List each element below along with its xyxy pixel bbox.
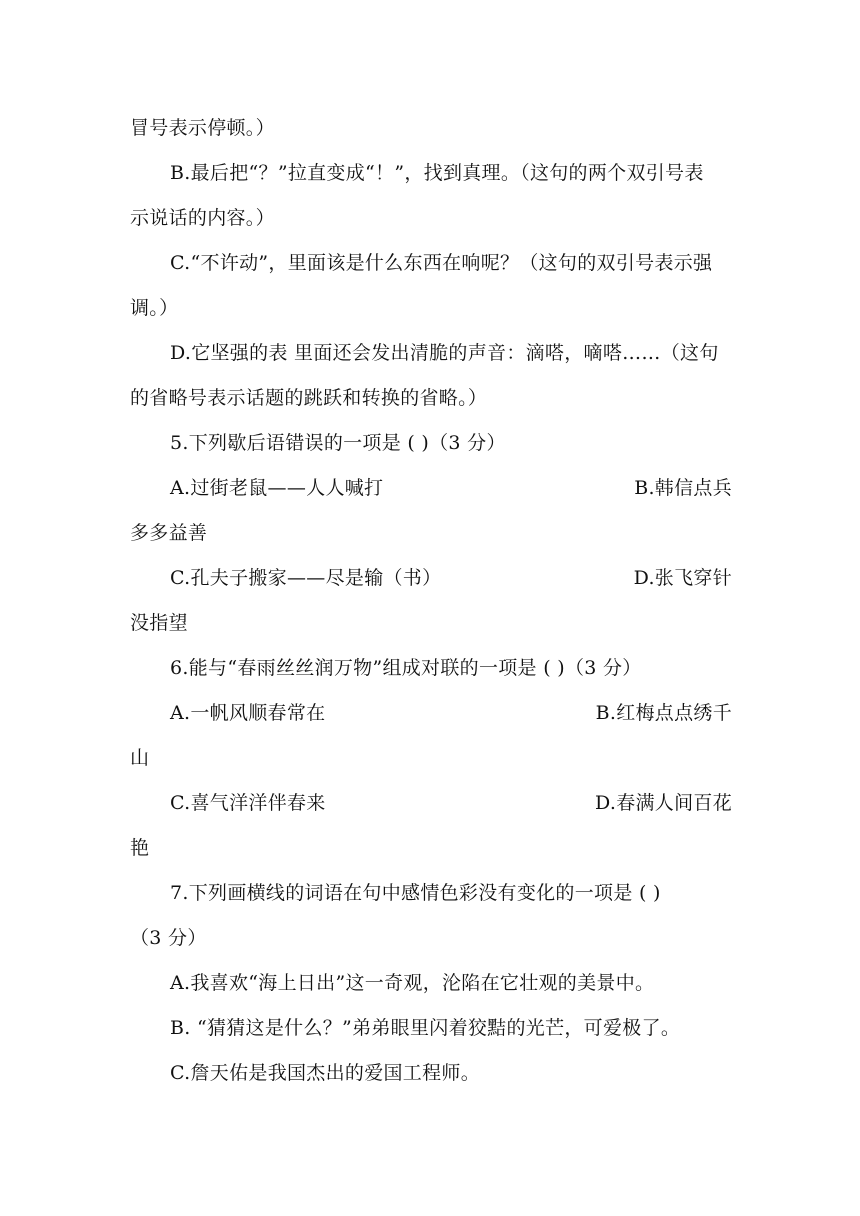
text-line: 艳	[130, 837, 150, 859]
text-line: 调。）	[130, 297, 179, 319]
option-7a: A.我喜欢“海上日出”这一奇观，沦陷在它壮观的美景中。	[170, 972, 655, 994]
option-6b: B.红梅点点绣千	[595, 702, 732, 724]
question-7-stem: 7.下列画横线的词语在句中感情色彩没有变化的一项是 ( )	[170, 882, 661, 904]
option-7c: C.詹天佑是我国杰出的爱国工程师。	[170, 1062, 481, 1084]
option-4b-line: B.最后把“？”拉直变成“！”，找到真理。（这句的两个双引号表	[170, 162, 704, 184]
question-6-options-row-1	[170, 701, 732, 727]
text-line: 冒号表示停顿。）	[130, 117, 275, 139]
text-line: 示说话的内容。）	[130, 207, 275, 229]
text-line: 山	[130, 747, 150, 769]
option-6a: A.一帆风顺春常在	[170, 702, 326, 724]
option-5d: D.张飞穿针	[633, 567, 732, 589]
option-7b: B. “猜猜这是什么？”弟弟眼里闪着狡黠的光芒，可爱极了。	[170, 1017, 681, 1039]
text-line: 的省略号表示话题的跳跃和转换的省略。）	[130, 387, 488, 409]
option-4c-line: C.“不许动”，里面该是什么东西在响呢？（这句的双引号表示强	[170, 252, 713, 274]
option-6d: D.春满人间百花	[595, 792, 732, 814]
text-line: 没指望	[130, 612, 188, 634]
question-5-stem: 5.下列歇后语错误的一项是 ( )（3 分）	[170, 432, 506, 454]
option-4d-line: D.它坚强的表 里面还会发出清脆的声音：滴嗒，嘀嗒……（这句	[170, 342, 719, 364]
text-line: 多多益善	[130, 522, 208, 544]
question-5-options-row-1	[170, 476, 732, 502]
option-5a: A.过街老鼠——人人喊打	[170, 477, 384, 499]
option-5b: B.韩信点兵	[634, 477, 732, 499]
question-6-options-row-2	[170, 791, 732, 817]
question-5-options-row-2	[170, 566, 732, 592]
question-6-stem: 6.能与“春雨丝丝润万物”组成对联的一项是 ( )（3 分）	[170, 657, 642, 679]
text-line: （3 分）	[130, 927, 207, 949]
option-5c: C.孔夫子搬家——尽是输（书）	[170, 567, 442, 589]
option-6c: C.喜气洋洋伴春来	[170, 792, 326, 814]
